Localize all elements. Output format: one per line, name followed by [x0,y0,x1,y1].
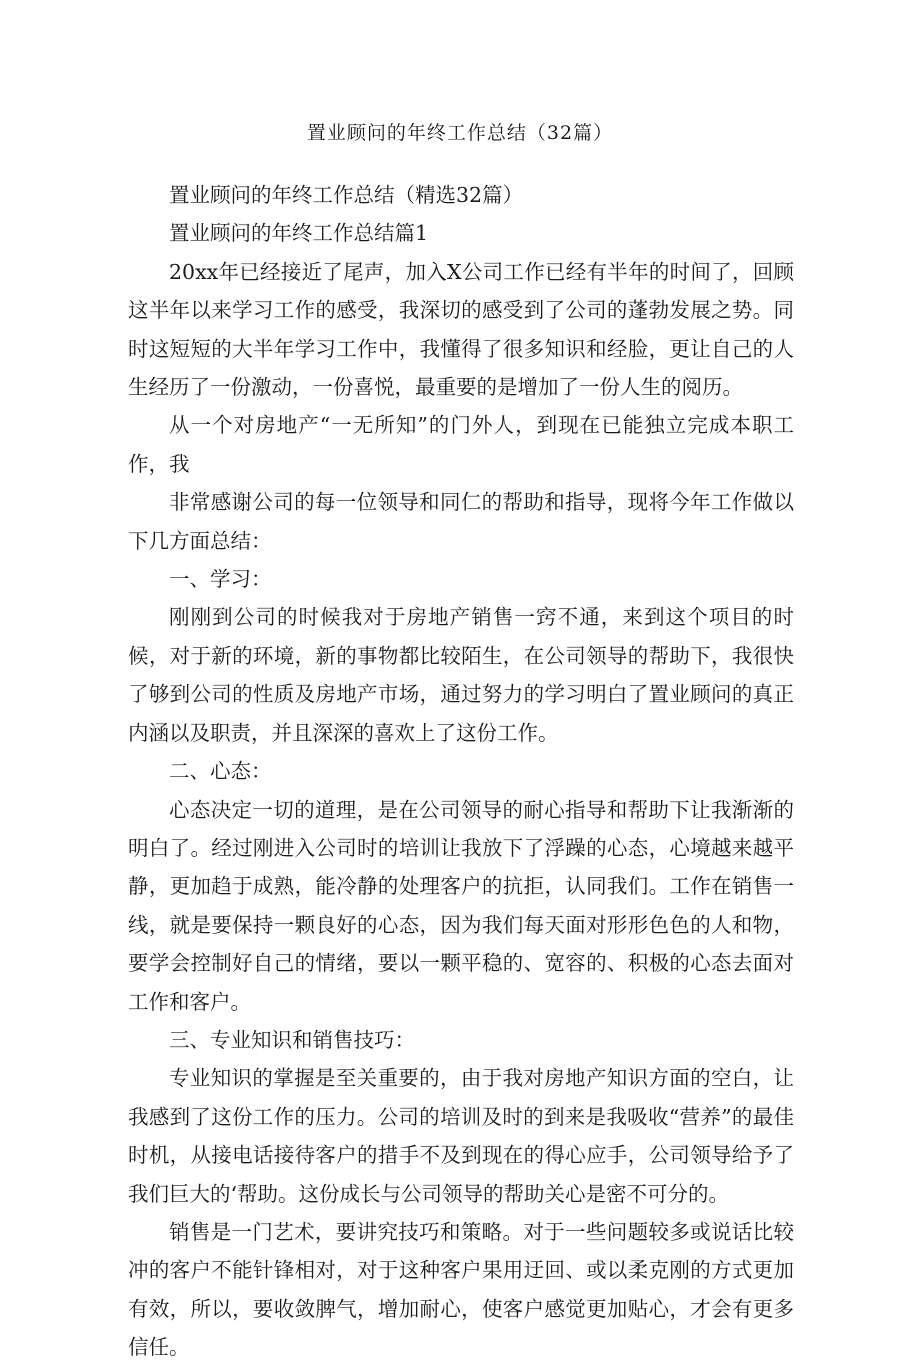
section-heading-study: 一、学习： [169,567,272,592]
section-heading-skills: 三、专业知识和销售技巧： [169,1027,415,1052]
document-body [128,176,794,1367]
section-heading-mindset: 二、心态： [169,759,272,784]
section-heading-article-1: 置业顾问的年终工作总结篇1 [169,221,429,246]
body-paragraph: 刚刚到公司的时候我对于房地产销售一窍不通，来到这个项目的时候，对于新的环境，新的事物都比较陌生，在公司领导的帮助下，我很快了够到公司的性质及房地产市场，通过努力的学习明白了置业顾问的真正内涵以及职责，并且深深的喜欢上了这份工作。 [128,605,794,745]
body-paragraph: 从一个对房地产“一无所知”的门外人，到现在已能独立完成本职工作，我 [128,413,794,476]
body-paragraph: 心态决定一切的道理，是在公司领导的耐心指导和帮助下让我渐渐的明白了。经过刚进入公司时的培训让我放下了浮躁的心态，心境越来越平静，更加趋于成熟，能冷静的处理客户的抗拒，认同我们。工作在销售一线，就是要保持一颗良好的心态，因为我们每天面对形形色色的人和物，要学会控制好自己的情绪，要以一颗平稳的、宽容的、积极的心态去面对工作和客户。 [128,797,794,1014]
body-paragraph: 20xx年已经接近了尾声，加入X公司工作已经有半年的时间了，回顾这半年以来学习工作的感受，我深切的感受到了公司的蓬勃发展之势。同时这短短的大半年学习工作中，我懂得了很多知识和经脸，更让自己的人生经历了一份激动，一份喜悦，最重要的是增加了一份人生的阅历。 [128,259,794,400]
subtitle-paragraph: 置业顾问的年终工作总结（精选32篇） [169,183,524,207]
body-paragraph: 非常感谢公司的每一位领导和同仁的帮助和指导，现将今年工作做以下几方面总结： [128,490,794,553]
document-title: 置业顾问的年终工作总结（32篇） [306,122,614,144]
body-paragraph: 销售是一门艺术，要讲究技巧和策略。对于一些问题较多或说话比较冲的客户不能针锋相对，对于这种客户果用迂回、或以柔克刚的方式更加有效，所以，要收敛脾气，增加耐心，使客户感觉更加贴心，才会有更多信任。 [128,1219,794,1360]
body-paragraph: 专业知识的掌握是至关重要的，由于我对房地产知识方面的空白，让我感到了这份工作的压力。公司的培训及时的到来是我吸收“营养”的最佳时机，从接电话接待客户的措手不及到现在的得心应手，公司领导给予了我们巨大的‘帮助。这份成长与公司领导的帮助关心是密不可分的。 [128,1066,794,1206]
